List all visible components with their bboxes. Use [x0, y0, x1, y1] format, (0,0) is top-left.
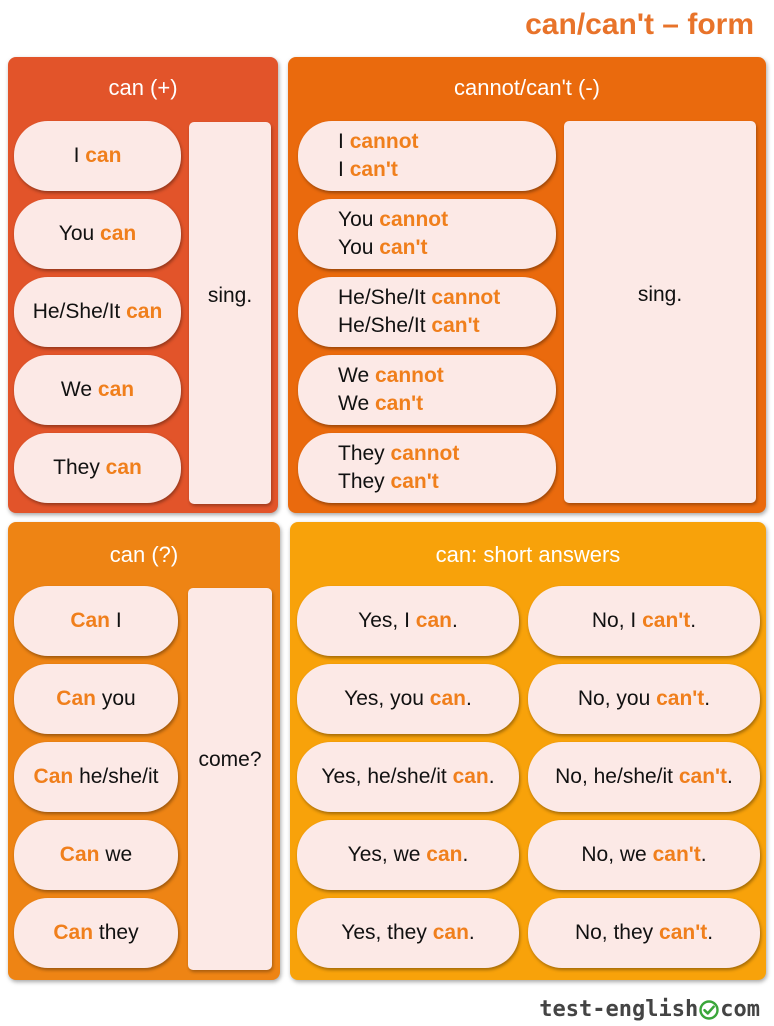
short-answer-no: No, they can't. — [528, 898, 760, 968]
question-row: Can he/she/it — [14, 742, 178, 812]
negative-row: You cannot You can't — [298, 199, 556, 269]
affirmative-row: We can — [14, 355, 181, 425]
question-panel-title: can (?) — [109, 542, 179, 567]
negative-row: He/She/It cannot He/She/It can't — [298, 277, 556, 347]
site-logo[interactable] — [539, 997, 760, 1022]
short-answer-yes: Yes, we can. — [297, 820, 519, 890]
affirmative-row: He/She/It can — [14, 277, 181, 347]
negative-row: We cannot We can't — [298, 355, 556, 425]
question-row: Can you — [14, 664, 178, 734]
short-answer-no: No, we can't. — [528, 820, 760, 890]
page-title: can/can't – form — [525, 8, 754, 41]
affirmative-panel-title: can (+) — [108, 75, 178, 100]
short-answer-no: No, I can't. — [528, 586, 760, 656]
negative-row: They cannot They can't — [298, 433, 556, 503]
short-answer-yes: Yes, I can. — [297, 586, 519, 656]
negative-verb: sing. — [637, 283, 683, 306]
affirmative-verb: sing. — [207, 284, 253, 307]
affirmative-row: I can — [14, 121, 181, 191]
negative-panel-title: cannot/can't (-) — [453, 75, 601, 100]
negative-row: I cannot I can't — [298, 121, 556, 191]
site-logo-tld: com — [720, 997, 760, 1022]
short-answer-no: No, he/she/it can't. — [528, 742, 760, 812]
affirmative-row: You can — [14, 199, 181, 269]
question-verb-box — [188, 588, 272, 970]
question-row: Can we — [14, 820, 178, 890]
short-answers-panel-title: can: short answers — [435, 542, 621, 567]
question-verb: come? — [198, 748, 262, 771]
negative-verb-box — [564, 121, 756, 503]
question-row: Can I — [14, 586, 178, 656]
short-answer-no: No, you can't. — [528, 664, 760, 734]
short-answer-yes: Yes, he/she/it can. — [297, 742, 519, 812]
site-logo-name: test-english — [539, 997, 699, 1022]
affirmative-verb-box — [189, 122, 271, 504]
question-row: Can they — [14, 898, 178, 968]
check-circle-icon — [699, 1000, 719, 1020]
short-answer-yes: Yes, they can. — [297, 898, 519, 968]
affirmative-row: They can — [14, 433, 181, 503]
short-answer-yes: Yes, you can. — [297, 664, 519, 734]
